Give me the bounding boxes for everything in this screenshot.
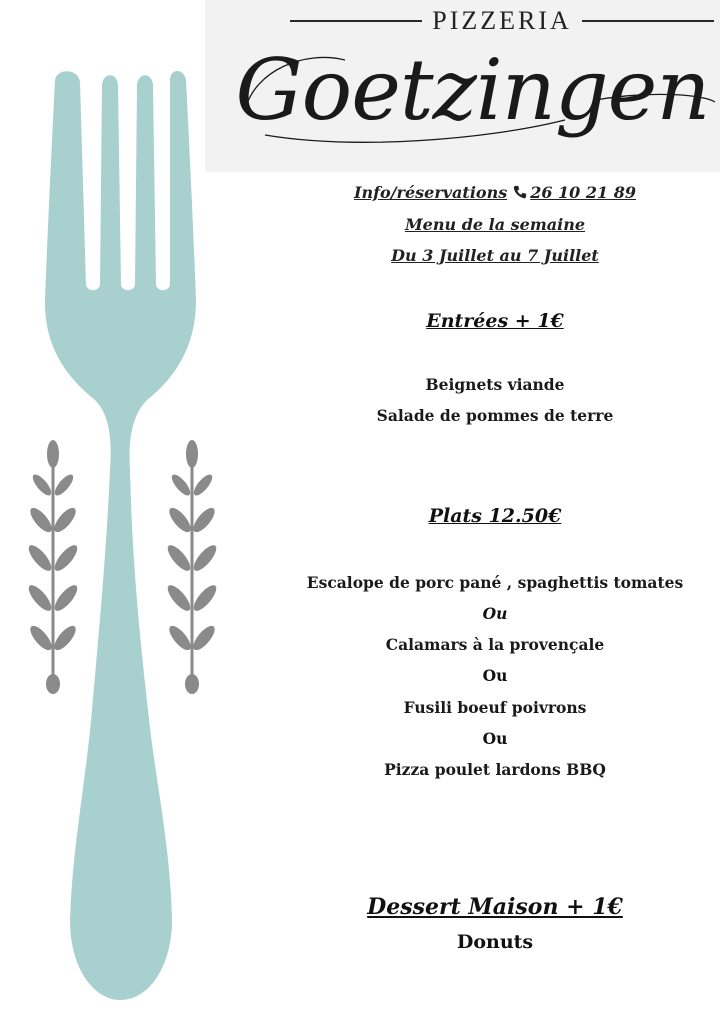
phone-number: 26 10 21 89 — [530, 183, 636, 202]
brand-rule-left — [290, 20, 422, 22]
leaf-sprig-left — [28, 440, 78, 695]
starter-item: Beignets viande — [425, 375, 565, 394]
brand-rule-right — [582, 20, 714, 22]
dessert-title: Dessert Maison + 1€ — [367, 894, 623, 920]
main-item: Calamars à la provençale — [385, 635, 605, 654]
starters-title: Entrées + 1€ — [426, 310, 564, 332]
or-separator: Ou — [482, 729, 508, 748]
phone-icon — [513, 185, 527, 199]
dessert-item: Donuts — [456, 931, 534, 953]
menu-dates: Du 3 Juillet au 7 Juillet — [391, 246, 599, 265]
menu-week-label: Menu de la semaine — [404, 215, 586, 234]
or-separator: Ou — [482, 666, 508, 685]
brand-top-text: PIZZERIA — [432, 6, 572, 35]
brand-name: Goetzingen — [235, 41, 710, 139]
main-item: Escalope de porc pané , spaghettis tomates — [306, 573, 684, 592]
reservations-label: Info/réservations — [354, 183, 508, 202]
main-item: Pizza poulet lardons BBQ — [384, 760, 606, 779]
starter-item: Salade de pommes de terre — [376, 406, 614, 425]
leaf-sprig-right — [167, 440, 217, 695]
or-separator: Ou — [482, 604, 508, 623]
mains-title: Plats 12.50€ — [428, 505, 562, 527]
info-line — [270, 183, 720, 202]
main-item: Fusili boeuf poivrons — [403, 698, 587, 717]
